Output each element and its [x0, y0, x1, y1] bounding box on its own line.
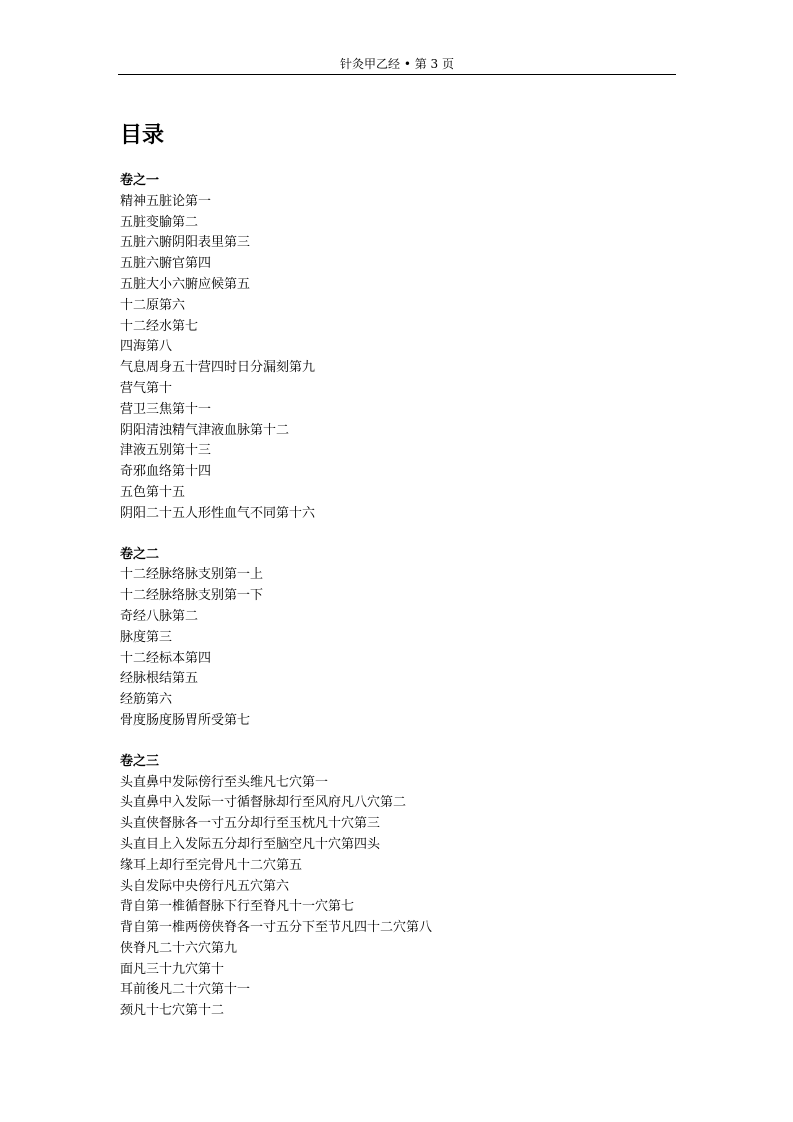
toc-entry[interactable]: 头直鼻中发际傍行至头维凡七穴第一: [120, 774, 329, 790]
running-title: 针灸甲乙经 • 第 3 页: [340, 57, 454, 71]
toc-entry[interactable]: 背自第一椎两傍侠脊各一寸五分下至节凡四十二穴第八: [120, 920, 433, 936]
toc-entry[interactable]: 骨度肠度肠胃所受第七: [120, 712, 251, 728]
toc-entry[interactable]: 十二经标本第四: [120, 650, 212, 666]
volume-section: [120, 545, 680, 732]
volume-heading[interactable]: 卷之一: [120, 173, 160, 188]
toc-entry[interactable]: 气息周身五十营四时日分漏刻第九: [120, 360, 316, 376]
toc-entry[interactable]: 奇经八脉第二: [120, 608, 199, 624]
toc-entry[interactable]: 经筋第六: [120, 692, 173, 708]
toc-entry[interactable]: 经脉根结第五: [120, 671, 199, 687]
page-title: 目录: [120, 122, 165, 148]
toc-entry[interactable]: 背自第一椎循督脉下行至脊凡十一穴第七: [120, 899, 355, 915]
toc-entry[interactable]: 阴阳清浊精气津液血脉第十二: [120, 422, 290, 438]
toc-entry[interactable]: 十二经脉络脉支别第一下: [120, 588, 264, 604]
volume-section: [120, 752, 680, 1022]
toc-entry[interactable]: 头直目上入发际五分却行至脑空凡十穴第四头: [120, 836, 381, 852]
toc-entry[interactable]: 面凡三十九穴第十: [120, 961, 225, 977]
toc-entry[interactable]: 头直鼻中入发际一寸循督脉却行至风府凡八穴第二: [120, 795, 407, 811]
toc-entry[interactable]: 侠脊凡二十六穴第九: [120, 940, 238, 956]
toc-entry[interactable]: 津液五别第十三: [120, 443, 212, 459]
toc-entry[interactable]: 五脏六腑官第四: [120, 256, 212, 272]
toc-entry[interactable]: 奇邪血络第十四: [120, 464, 212, 480]
toc-entry[interactable]: 耳前後凡二十穴第十一: [120, 982, 251, 998]
toc-entry[interactable]: 五脏变腧第二: [120, 214, 199, 230]
toc-entry[interactable]: 营气第十: [120, 380, 173, 396]
volume-heading[interactable]: 卷之二: [120, 546, 160, 562]
toc-entry[interactable]: 十二经水第七: [120, 318, 199, 334]
toc-entry[interactable]: 脉度第三: [120, 629, 173, 645]
toc-entry[interactable]: 颈凡十七穴第十二: [120, 1003, 225, 1019]
toc-entry[interactable]: 阴阳二十五人形性血气不同第十六: [120, 505, 316, 521]
toc-entry[interactable]: 营卫三焦第十一: [120, 401, 212, 417]
toc-entry[interactable]: 五色第十五: [120, 484, 186, 500]
toc-entry[interactable]: 五脏六腑阴阳表里第三: [120, 235, 251, 251]
volume-section: [120, 171, 680, 525]
toc-entry[interactable]: 缘耳上却行至完骨凡十二穴第五: [120, 857, 303, 873]
toc-entry[interactable]: 头直侠督脉各一寸五分却行至玉枕凡十穴第三: [120, 816, 381, 832]
table-of-contents: [120, 171, 680, 1042]
toc-entry[interactable]: 四海第八: [120, 339, 173, 355]
toc-entry[interactable]: 头自发际中央傍行凡五穴第六: [120, 878, 290, 894]
toc-entry[interactable]: 五脏大小六腑应候第五: [120, 276, 251, 292]
toc-entry[interactable]: 十二原第六: [120, 297, 186, 313]
volume-heading[interactable]: 卷之三: [120, 753, 160, 769]
page-header: [118, 56, 676, 75]
toc-entry[interactable]: 十二经脉络脉支别第一上: [120, 567, 264, 583]
toc-entry[interactable]: 精神五脏论第一: [120, 193, 212, 209]
